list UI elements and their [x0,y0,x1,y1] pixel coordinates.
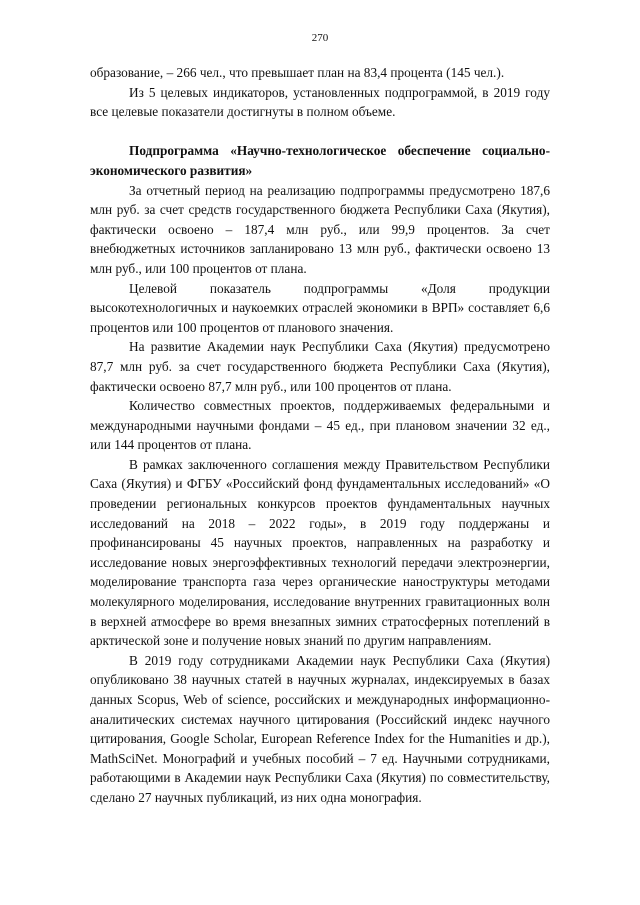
paragraph-target-indicator: Целевой показатель подпрограммы «Доля продукции высокотехнологичных и наукоемких отраслей экономики в ВРП» составляет 6,6 процентов или 100 процентов от планового значения. [90,280,550,335]
page-number: 270 [311,32,329,44]
paragraph-indicators-summary: Из 5 целевых индикаторов, установленных подпрограммой, в 2019 году все целевые показатели достигнуты в полном объеме. [90,84,550,120]
subprogram-heading: Подпрограмма «Научно-технологическое обеспечение социально-экономического развития» [90,143,550,178]
paragraph-joint-projects: Количество совместных проектов, поддерживаемых федеральными и международными научными фондами – 45 ед., при плановом значении 32 ед., или 144 процентов от плана. [90,398,550,453]
paragraph-funding: За отчетный период на реализацию подпрограммы предусмотрено 187,6 млн руб. за счет средств государственного бюджета Республики Саха (Якутия), фактически освоено – 187,4 млн руб., или 99,9 процентов. За счет внебюджетных источников запланировано 13 млн руб., фактически освоено 13 млн руб., или 100 процентов от плана. [90,182,550,276]
paragraph-publications: В 2019 году сотрудниками Академии наук Республики Саха (Якутия) опубликовано 38 научных статей в научных журналах, индексируемых в базах данных Scopus, Web of science, российских и международных информационно-аналитических системах научного цитирования (Российский индекс научного цитирования, Google Scholar, European Reference Index for the Humanities и др.), MathSciNet. Монографий и учебных пособий – 7 ед. Научными сотрудниками, работающими в Академии наук Республики Саха (Якутия) по совместительству, сделано 27 научных публикаций, из них одна монография. [90,652,550,805]
body-text [90,63,550,808]
paragraph-spacer [90,122,550,142]
paragraph-education-result: образование, – 266 чел., что превышает план на 83,4 процента (145 чел.). [90,65,505,80]
paragraph-academy-funding: На развитие Академии наук Республики Саха (Якутия) предусмотрено 87,7 млн руб. за счет государственного бюджета Республики Саха (Якутия), фактически освоено 87,7 млн руб., или 100 процентов от плана. [90,339,550,394]
paragraph-rffi-agreement: В рамках заключенного соглашения между Правительством Республики Саха (Якутия) и ФГБУ «Российский фонд фундаментальных исследований» «О проведении региональных конкурсов проектов фундаментальных научных исследований на 2018 – 2022 годы», в 2019 году поддержаны и профинансированы 45 научных проектов, направленных на разработку и исследование новых энергоэффективных технологий передачи электроэнергии, моделирование транспорта газа через органические наноструктуры методами молекулярного моделирования, исследование внутренних гравитационных волн в верхней атмосфере во время внезапных зимних стратосферных потеплений в арктической зоне и получение новых знаний по другим направлениям. [90,456,550,649]
